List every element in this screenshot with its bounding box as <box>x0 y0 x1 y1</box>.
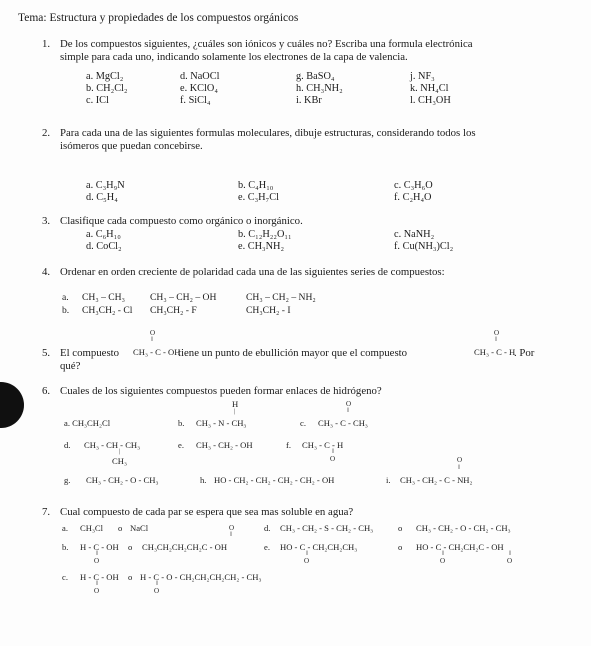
q7-b2: CH₃CH₂CH₂CH₂C - OH <box>142 542 228 552</box>
q1-item: l. CH₃OH <box>410 95 451 106</box>
double-bond: ‖ <box>96 581 98 587</box>
q1-item: d. NaOCl <box>180 71 220 82</box>
q6-h: HO - CH₂ - CH₂ - CH₂ - CH₂ - OH <box>214 475 335 485</box>
question-5: 5. El compuesto <box>42 347 120 359</box>
q7-a2: NaCl <box>130 523 149 533</box>
question-3: 3. Clasifique cada compuesto como orgánico o inorgánico. <box>42 215 303 227</box>
q4-b-item: CH₃CH₂ - F <box>150 305 197 316</box>
carbonyl-oxygen: O <box>94 557 100 565</box>
q4-b-item: CH₃CH₂ - Cl <box>82 305 133 316</box>
carbonyl-oxygen: O <box>154 587 160 595</box>
double-bond: ‖ <box>156 581 158 587</box>
carbonyl-oxygen: O <box>457 456 463 464</box>
q2-item: e. C₃H₇Cl <box>238 192 279 203</box>
q6-e: CH₃ - CH₂ - OH <box>196 440 253 450</box>
question-4: 4. Ordenar en orden creciente de polaridad cada una de las siguientes series de compuestos: <box>42 266 445 278</box>
q7-c1: H - C - OH <box>80 572 119 582</box>
q4-b-item: CH₃CH₂ - I <box>246 305 291 316</box>
q7-e-label: e. <box>264 542 270 552</box>
q7-d-label: d. <box>264 523 271 533</box>
question-1 <box>42 38 473 51</box>
q2-item: a. C₃H₉N <box>86 180 125 191</box>
double-bond: ‖ <box>332 449 334 455</box>
double-bond: ‖ <box>495 337 497 343</box>
q3-item: d. CoCl₂ <box>86 241 122 252</box>
q6-b-hydrogen: H <box>232 399 239 409</box>
question-1-line2: simple para cada uno, indicando solamente los electrones de la capa de valencia. <box>60 51 408 63</box>
q1-item: j. NF₃ <box>410 71 435 82</box>
q6-d-label: d. <box>64 440 71 450</box>
q6-b: CH₃ - N - CH₃ <box>196 418 247 428</box>
q7-e2: HO - C - CH₂CH₂C - OH <box>416 542 504 552</box>
q1-item: f. SiCl₄ <box>180 95 211 106</box>
carbonyl-oxygen: O <box>494 329 500 337</box>
q3-item: c. NaNH₂ <box>394 229 435 240</box>
q7-d1: CH₃ - CH₂ - S - CH₂ - CH₃ <box>280 523 374 533</box>
q6-i-label: i. <box>386 475 391 485</box>
q4-a-item: CH₃ – CH₃ <box>82 292 125 303</box>
q7-c2: H - C - O - CH₂CH₂CH₂CH₂ - CH₃ <box>140 572 262 582</box>
single-bond: | <box>119 449 121 455</box>
q2-item: b. C₄H₁₀ <box>238 180 274 191</box>
single-bond: | <box>234 409 236 415</box>
q7-or: o <box>118 523 123 533</box>
q7-e1: HO - C - CH₂CH₂CH₃ <box>280 542 358 552</box>
q1-item: c. ICl <box>86 95 109 106</box>
q1-item: k. NH₄Cl <box>410 83 449 94</box>
q2-item: c. C₃H₆O <box>394 180 433 191</box>
q7-b1: H - C - OH <box>80 542 119 552</box>
q6-f-label: f. <box>286 440 292 450</box>
q5-structure-1: CH₃ - C - OH <box>133 347 181 357</box>
q3-item: f. Cu(NH₃)Cl₂ <box>394 241 454 252</box>
q1-item: b. CH₂Cl₂ <box>86 83 128 94</box>
q6-c: CH₃ - C - CH₃ <box>318 418 368 428</box>
carbonyl-oxygen: O <box>507 557 513 565</box>
q1-item: h. CH₃NH₂ <box>296 83 343 94</box>
double-bond: ‖ <box>347 408 349 414</box>
q1-item: a. MgCl₂ <box>86 71 124 82</box>
q1-item: i. KBr <box>296 95 322 106</box>
q4-a-item: CH₃ – CH₂ – OH <box>150 292 217 303</box>
q6-e-label: e. <box>178 440 184 450</box>
q5-structure-2: CH₃ - C - H <box>474 347 516 357</box>
q6-i: CH₃ - CH₂ - C - NH₂ <box>400 475 473 485</box>
q4-a-item: CH₃ – CH₂ – NH₂ <box>246 292 316 303</box>
double-bond: ‖ <box>151 337 153 343</box>
q7-or: o <box>128 542 133 552</box>
q6-d: CH₃ - CH - CH₃ <box>84 440 141 450</box>
q2-item: d. C₅H₄ <box>86 192 118 203</box>
question-2: 2. Para cada una de las siguientes formulas moleculares, dibuje estructuras, considerando todos los <box>42 127 476 139</box>
carbonyl-oxygen: O <box>150 329 156 337</box>
carbonyl-oxygen: O <box>229 524 235 532</box>
question-7: 7. Cual compuesto de cada par se espera que sea mas soluble en agua? <box>42 506 354 518</box>
q7-c-label: c. <box>62 572 68 582</box>
double-bond: ‖ <box>509 551 511 557</box>
carbonyl-oxygen: O <box>330 455 336 463</box>
q6-b-label: b. <box>178 418 185 428</box>
double-bond: ‖ <box>442 551 444 557</box>
q7-or: o <box>398 523 403 533</box>
q4-a-label: a. <box>62 292 69 303</box>
question-5-middle: tiene un punto de ebullición mayor que el compuesto <box>178 347 408 359</box>
q3-item: a. C₆H₁₀ <box>86 229 121 240</box>
q7-d2: CH₃ - CH₂ - O - CH₂ - CH₃ <box>416 523 511 533</box>
q6-c-label: c. <box>300 418 306 428</box>
q1-item: e. KClO₄ <box>180 83 218 94</box>
q6-d-branch: CH₃ <box>112 456 127 466</box>
page-title: Tema: Estructura y propiedades de los compuestos orgánicos <box>18 12 299 24</box>
q7-a1: CH₃Cl <box>80 523 104 533</box>
carbonyl-oxygen: O <box>346 400 352 408</box>
question-5-end: . Por <box>514 347 535 359</box>
double-bond: ‖ <box>230 532 232 538</box>
q6-h-label: h. <box>200 475 207 485</box>
q6-a: a. CH₃CH₂Cl <box>64 418 111 428</box>
double-bond: ‖ <box>306 551 308 557</box>
question-6: 6. Cuales de los siguientes compuestos pueden formar enlaces de hidrógeno? <box>42 385 382 397</box>
double-bond: ‖ <box>96 551 98 557</box>
q7-or: o <box>398 542 403 552</box>
q6-g-label: g. <box>64 475 71 485</box>
q7-b-label: b. <box>62 542 69 552</box>
carbonyl-oxygen: O <box>440 557 446 565</box>
question-5-line2: qué? <box>60 360 81 372</box>
q4-b-label: b. <box>62 305 70 316</box>
carbonyl-oxygen: O <box>304 557 310 565</box>
q1-item: g. BaSO₄ <box>296 71 335 82</box>
double-bond: ‖ <box>458 465 460 471</box>
q7-a-label: a. <box>62 523 68 533</box>
question-2-line2: isómeros que puedan concebirse. <box>60 140 203 152</box>
question-text: De los compuestos siguientes, ¿cuáles son iónicos y cuáles no? Escriba una formula electrónica <box>60 38 473 50</box>
q7-or: o <box>128 572 133 582</box>
q6-g: CH₃ - CH₂ - O - CH₃ <box>86 475 159 485</box>
dark-edge-tab <box>0 382 24 428</box>
q6-f: CH₃ - C - H <box>302 440 344 450</box>
carbonyl-oxygen: O <box>94 587 100 595</box>
q3-item: b. C₁₂H₂₂O₁₁ <box>238 229 292 240</box>
q2-item: f. C₂H₄O <box>394 192 432 203</box>
question-number: 1. <box>42 38 51 50</box>
q3-item: e. CH₃NH₂ <box>238 241 285 252</box>
